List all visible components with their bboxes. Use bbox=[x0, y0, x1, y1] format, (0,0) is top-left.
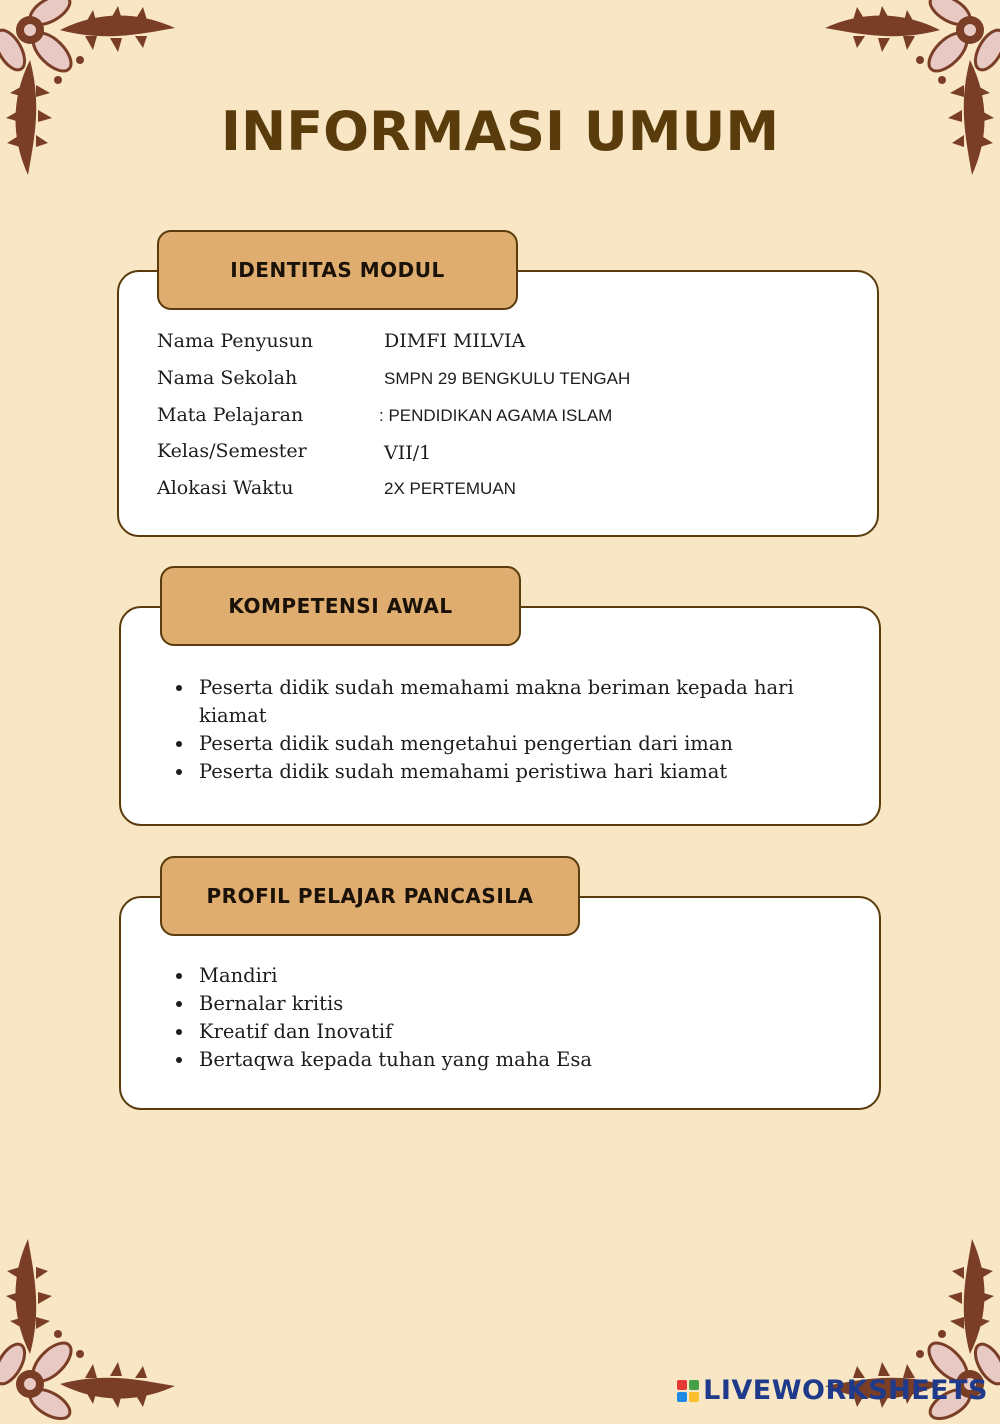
profil-list bbox=[163, 962, 835, 1074]
liveworksheets-logo-icon bbox=[677, 1380, 699, 1402]
list-item: • Kreatif dan Inovatif bbox=[195, 1018, 835, 1046]
identitas-key: Nama Penyusun bbox=[157, 330, 313, 352]
identitas-key: Mata Pelajaran bbox=[157, 404, 304, 426]
list-item: • Mandiri bbox=[195, 962, 835, 990]
identitas-card bbox=[117, 270, 879, 537]
logo-square bbox=[689, 1380, 699, 1390]
logo-square bbox=[677, 1380, 687, 1390]
identitas-value: DIMFI MILVIA bbox=[384, 330, 526, 352]
watermark-text: LIVEWORKSHEETS bbox=[703, 1375, 988, 1406]
list-item: • Peserta didik sudah memahami peristiwa hari kiamat bbox=[195, 758, 835, 786]
logo-square bbox=[689, 1392, 699, 1402]
identitas-key: Nama Sekolah bbox=[157, 367, 298, 389]
identitas-heading: IDENTITAS MODUL bbox=[157, 230, 518, 310]
kompetensi-heading: KOMPETENSI AWAL bbox=[160, 566, 521, 646]
list-item: • Bernalar kritis bbox=[195, 990, 835, 1018]
list-item: • Peserta didik sudah mengetahui pengertian dari iman bbox=[195, 730, 835, 758]
liveworksheets-watermark bbox=[677, 1375, 988, 1406]
identitas-key: Alokasi Waktu bbox=[157, 477, 294, 499]
list-item: • Bertaqwa kepada tuhan yang maha Esa bbox=[195, 1046, 835, 1074]
identitas-value: : PENDIDIKAN AGAMA ISLAM bbox=[379, 406, 613, 425]
identitas-key: Kelas/Semester bbox=[157, 440, 307, 462]
identitas-value: SMPN 29 BENGKULU TENGAH bbox=[384, 369, 631, 388]
identitas-value: 2X PERTEMUAN bbox=[384, 479, 516, 498]
corner-ornament-bottom-left-icon bbox=[0, 1234, 180, 1424]
logo-square bbox=[677, 1392, 687, 1402]
page-title: INFORMASI UMUM bbox=[220, 100, 780, 163]
list-item: • Peserta didik sudah memahami makna beriman kepada hari kiamat bbox=[195, 674, 835, 730]
kompetensi-list bbox=[163, 674, 835, 786]
profil-heading: PROFIL PELAJAR PANCASILA bbox=[160, 856, 580, 936]
identitas-value: VII/1 bbox=[384, 442, 432, 464]
